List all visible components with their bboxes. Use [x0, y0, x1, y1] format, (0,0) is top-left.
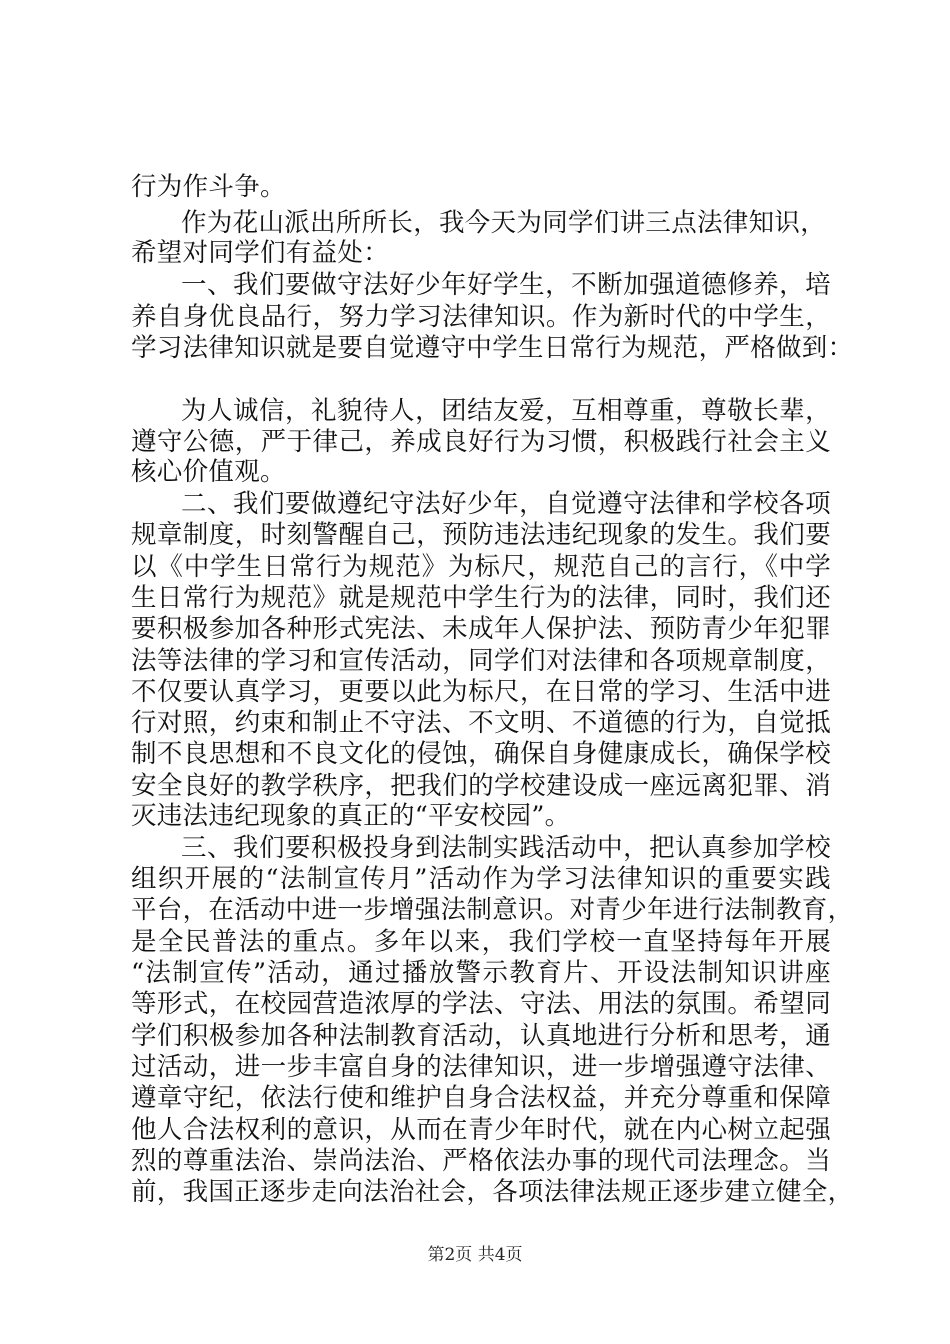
paragraph-line: 等形式，在校园营造浓厚的学法、守法、用法的氛围。希望同 [131, 989, 831, 1019]
paragraph-line: 制不良思想和不良文化的侵蚀，确保自身健康成长，确保学校 [131, 739, 831, 769]
paragraph-line: “法制宣传”活动，通过播放警示教育片、开设法制知识讲座 [131, 958, 831, 988]
paragraph-line: 以《中学生日常行为规范》为标尺，规范自己的言行，《中学 [131, 552, 831, 582]
paragraph-line: 行对照，约束和制止不守法、不文明、不道德的行为，自觉抵 [131, 708, 831, 738]
paragraph-line: 烈的尊重法治、崇尚法治、严格依法办事的现代司法理念。当 [131, 1146, 831, 1176]
paragraph-line: 要积极参加各种形式宪法、未成年人保护法、预防青少年犯罪 [131, 614, 831, 644]
paragraph-line: 平台，在活动中进一步增强法制意识。对青少年进行法制教育， [131, 895, 854, 925]
paragraph-line: 行为作斗争。 [131, 172, 286, 202]
paragraph-line: 是全民普法的重点。多年以来，我们学校一直坚持每年开展 [131, 927, 831, 957]
paragraph-line: 学们积极参加各种法制教育活动，认真地进行分析和思考，通 [131, 1021, 831, 1051]
paragraph-line: 三、我们要积极投身到法制实践活动中，把认真参加学校 [181, 833, 831, 863]
paragraph-line: 为人诚信，礼貌待人，团结友爱，互相尊重，尊敬长辈， [181, 396, 831, 426]
paragraph-line: 他人合法权利的意识，从而在青少年时代，就在内心树立起强 [131, 1115, 831, 1145]
paragraph-line: 学习法律知识就是要自觉遵守中学生日常行为规范，严格做到： [131, 333, 854, 363]
paragraph-line: 作为花山派出所所长，我今天为同学们讲三点法律知识， [181, 208, 827, 238]
paragraph-line: 法等法律的学习和宣传活动，同学们对法律和各项规章制度， [131, 646, 831, 676]
paragraph-line: 希望对同学们有益处： [131, 238, 390, 268]
paragraph-line: 过活动，进一步丰富自身的法律知识，进一步增强遵守法律、 [131, 1052, 831, 1082]
paragraph-line: 灭违法违纪现象的真正的“平安校园”。 [131, 801, 571, 831]
paragraph-line: 遵章守纪，依法行使和维护自身合法权益，并充分尊重和保障 [131, 1083, 831, 1113]
paragraph-line: 组织开展的“法制宣传月”活动作为学习法律知识的重要实践 [131, 864, 831, 894]
paragraph-line: 规章制度，时刻警醒自己，预防违法违纪现象的发生。我们要 [131, 520, 831, 550]
page-footer: 第2页 共4页 [427, 1245, 523, 1265]
paragraph-line: 安全良好的教学秩序，把我们的学校建设成一座远离犯罪、消 [131, 771, 831, 801]
paragraph-line: 一、我们要做守法好少年好学生，不断加强道德修养，培 [181, 270, 831, 300]
paragraph-line: 生日常行为规范》就是规范中学生行为的法律，同时，我们还 [131, 583, 831, 613]
paragraph-line: 前，我国正逐步走向法治社会，各项法律法规正逐步建立健全， [131, 1177, 854, 1207]
paragraph-line: 二、我们要做遵纪守法好少年，自觉遵守法律和学校各项 [181, 489, 831, 519]
paragraph-line: 养自身优良品行，努力学习法律知识。作为新时代的中学生， [131, 302, 831, 332]
paragraph-line: 不仅要认真学习，更要以此为标尺，在日常的学习、生活中进 [131, 677, 831, 707]
paragraph-line: 核心价值观。 [131, 457, 286, 487]
paragraph-line: 遵守公德，严于律己，养成良好行为习惯，积极践行社会主义 [131, 427, 831, 457]
